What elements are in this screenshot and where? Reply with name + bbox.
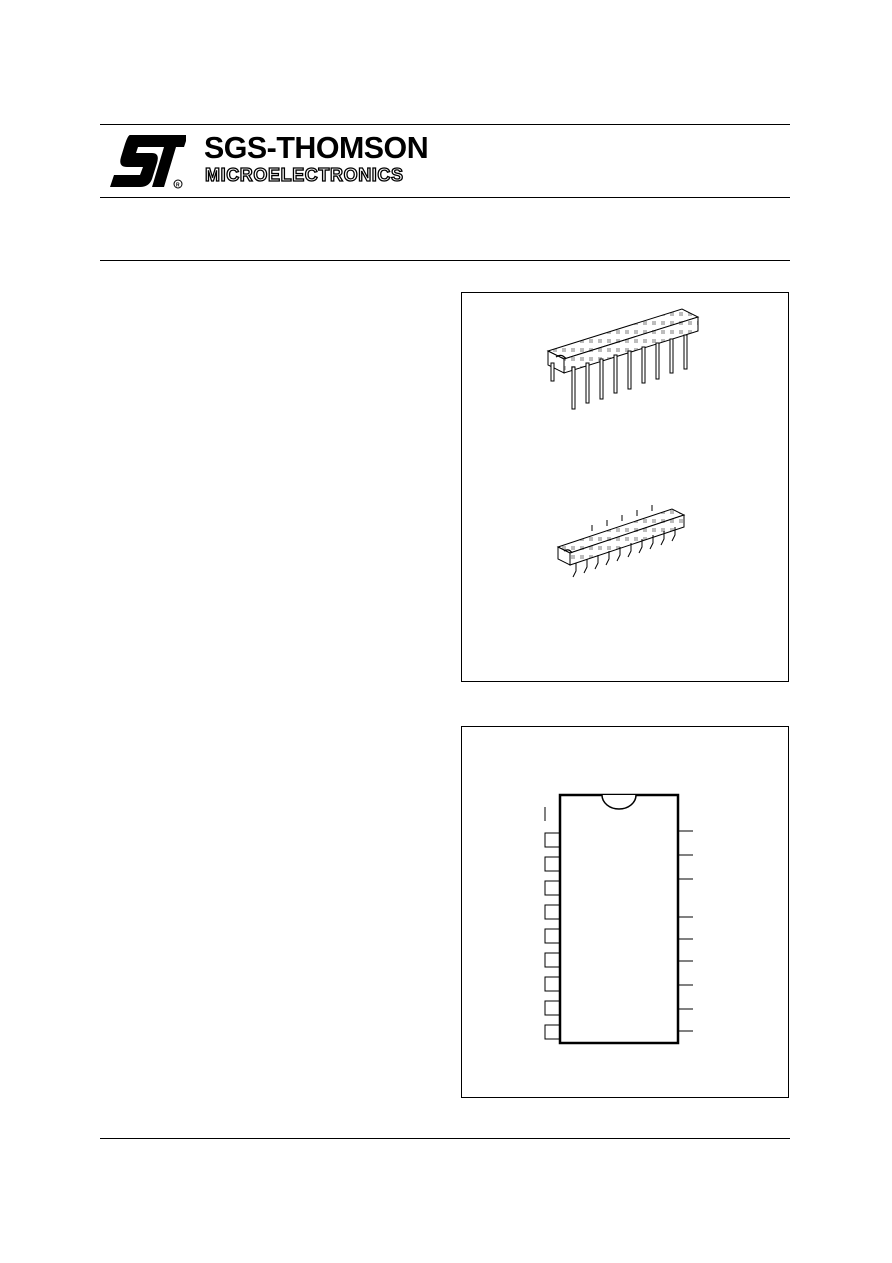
so-package-icon xyxy=(558,505,684,577)
right-pins xyxy=(678,831,693,1031)
header-rule xyxy=(100,197,790,198)
left-pin xyxy=(545,929,560,943)
left-pin xyxy=(545,905,560,919)
left-pin xyxy=(545,1001,560,1015)
left-pins xyxy=(545,807,560,1039)
footer-rule xyxy=(100,1138,790,1139)
left-pin xyxy=(545,953,560,967)
company-logo xyxy=(108,130,448,189)
left-pin xyxy=(545,977,560,991)
brand-subtitle: MICROELECTRONICS xyxy=(205,165,404,185)
pin-connection-diagram xyxy=(462,727,790,1099)
title-rule xyxy=(100,260,790,261)
left-pin xyxy=(545,881,560,895)
svg-text:R: R xyxy=(176,182,180,189)
st-logo-icon xyxy=(108,133,186,189)
left-pin xyxy=(545,833,560,847)
pinout-panel xyxy=(461,726,789,1098)
package-panel xyxy=(461,292,789,682)
top-rule xyxy=(100,124,790,125)
brand-name: SGS-THOMSON xyxy=(204,130,429,165)
package-illustrations xyxy=(462,293,790,683)
ic-body xyxy=(560,795,678,1043)
dip-package-icon xyxy=(548,309,698,409)
left-pin xyxy=(545,1025,560,1039)
left-pin xyxy=(545,857,560,871)
